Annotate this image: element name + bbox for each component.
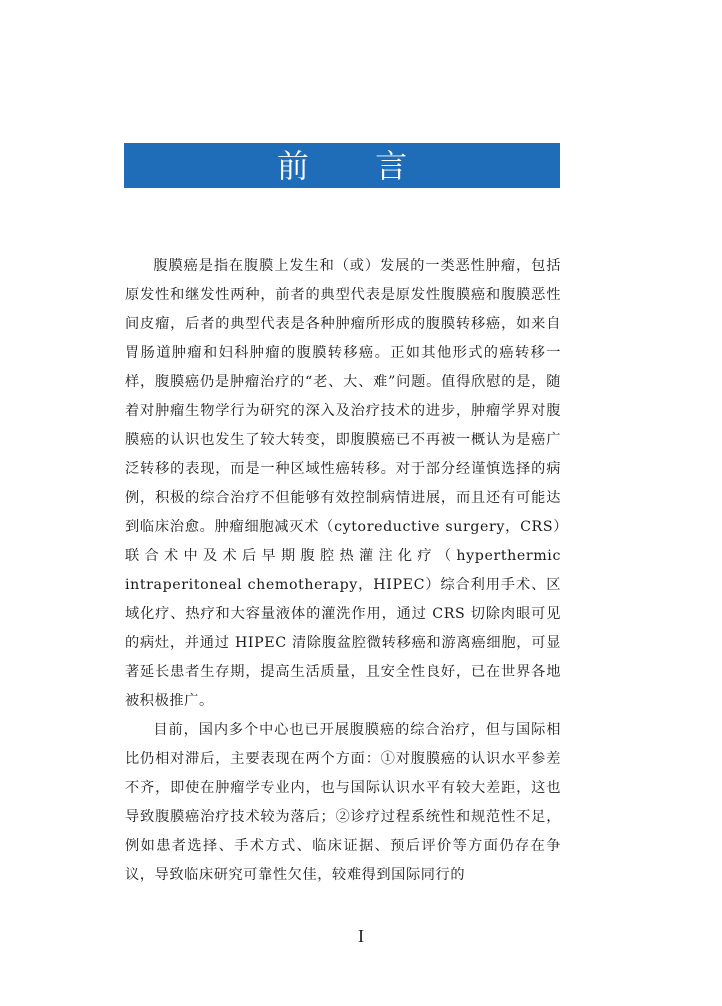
title-banner [124, 143, 560, 188]
paragraph-2: 目前，国内多个中心也已开展腹膜癌的综合治疗，但与国际相比仍相对滞后，主要表现在两个方面：①对腹膜癌的认识水平参差不齐，即使在肿瘤学专业内，也与国际认识水平有较大差距，这也导致腹膜癌治疗技术较为落后；②诊疗过程系统性和规范性不足，例如患者选择、手术方式、临床证据、预后评价等方面仍存在争议，导致临床研究可靠性欠佳，较难得到国际同行的 [125, 722, 561, 883]
page-title: 前 言 [276, 146, 436, 185]
body-text [125, 252, 561, 890]
paragraph-1: 腹膜癌是指在腹膜上发生和（或）发展的一类恶性肿瘤，包括原发性和继发性两种，前者的典型代表是原发性腹膜癌和腹膜恶性间皮瘤，后者的典型代表是各种肿瘤所形成的腹膜转移癌，如来自胃肠道肿瘤和妇科肿瘤的腹膜转移癌。正如其他形式的癌转移一样，腹膜癌仍是肿瘤治疗的“老、大、难”问题。值得欣慰的是，随着对肿瘤生物学行为研究的深入及治疗技术的进步，肿瘤学界对腹膜癌的认识也发生了较大转变，即腹膜癌已不再被一概认为是癌广泛转移的表现，而是一种区域性癌转移。对于部分经谨慎选择的病例，积极的综合治疗不但能够有效控制病情进展，而且还有可能达到临床治愈。肿瘤细胞减灭术（cytoreductive surgery，CRS）联合术中及术后早期腹腔热灌注化疗（hyperthermic intraperitoneal chemotherapy，HIPEC）综合利用手术、区域化疗、热疗和大容量液体的灌洗作用，通过 CRS 切除肉眼可见的病灶，并通过 HIPEC 清除腹盆腔微转移癌和游离癌细胞，可显著延长患者生存期，提高生活质量，且安全性良好，已在世界各地被积极推广。 [125, 258, 561, 709]
page-number: I [358, 926, 364, 946]
